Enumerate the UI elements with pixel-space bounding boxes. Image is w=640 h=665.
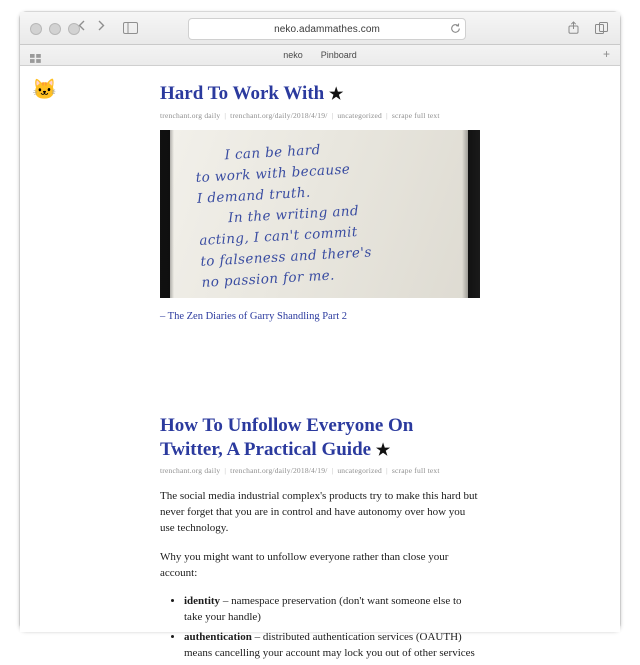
back-chevron-icon[interactable] [78,20,85,31]
list-item-term: identity [184,595,221,608]
browser-toolbar [20,12,620,45]
url-text: neko.adammathes.com [274,23,380,35]
handwriting-line: no passion for me. [201,267,336,291]
meta-source[interactable]: trenchant.org daily [160,466,221,476]
handwriting-line: In the writing and [227,202,360,227]
reload-icon[interactable] [450,21,461,39]
meta-source[interactable]: trenchant.org daily [160,110,221,120]
share-icon[interactable] [568,21,579,39]
meta-separator: | [331,110,334,120]
bookmark-item-neko[interactable]: neko [283,50,303,60]
star-icon[interactable]: ★ [328,86,344,103]
post-meta [160,111,480,120]
toolbar-right-icons [568,21,608,39]
handwriting-text [194,133,452,294]
meta-scrape-action[interactable]: scrape full text [391,110,440,120]
meta-category[interactable]: uncategorized [337,110,383,120]
post-title-link[interactable] [160,82,480,106]
post-paragraph: Why you might want to unfollow everyone rather than close your account: [160,551,449,580]
meta-separator: | [224,466,227,476]
image-shadow-left [160,130,174,298]
post-meta [160,466,480,475]
list-item [184,629,480,661]
site-logo-icon[interactable]: 🐱 [32,79,57,101]
navigation-controls [78,20,105,31]
list-item-text: – distributed authentication services (OAUTH) means cancelling your account may lock you out of other services [184,631,475,660]
meta-separator: | [331,466,334,476]
post-title-text: How To Unfollow Everyone On Twitter, A Practical Guide [160,414,414,460]
meta-scrape-action[interactable]: scrape full text [391,466,440,476]
window-controls[interactable] [30,23,80,35]
post-bullet-list [160,593,480,661]
meta-separator: | [386,110,388,120]
image-shadow-right [462,130,480,298]
sidebar-toggle-icon[interactable] [123,21,138,39]
image-caption-link[interactable]: – The Zen Diaries of Garry Shandling Part 2 [160,310,348,322]
minimize-window-button[interactable] [49,23,61,35]
handwriting-line: to falseness and there's [200,244,373,270]
meta-separator: | [224,110,227,120]
star-icon[interactable]: ★ [375,441,391,459]
handwriting-line: to work with because [195,161,351,186]
new-tab-icon[interactable] [595,21,608,39]
handwriting-line: acting, I can't commit [198,223,359,249]
post-paragraph: The social media industrial complex's products try to make this hard but never forget that you are in control and have autonomy over how you use technology. [160,490,478,535]
list-item-term: authentication [184,631,252,644]
list-item [184,593,480,625]
browser-window [20,12,620,660]
meta-category[interactable]: uncategorized [337,466,383,476]
bookmarks-bar [20,45,620,66]
post-entry [160,82,480,322]
meta-permalink[interactable]: trenchant.org/daily/2018/4/19/ [230,110,328,120]
address-bar[interactable] [188,18,466,40]
page-content [160,74,480,665]
page-viewport [20,66,620,660]
list-item-text: – namespace preservation (don't want someone else to take your handle) [184,595,462,624]
add-bookmark-button[interactable]: + [602,47,610,61]
close-window-button[interactable] [30,23,42,35]
handwriting-line: I can be hard [224,141,322,164]
post-image[interactable] [160,130,480,298]
post-title-text: Hard To Work With [160,83,325,104]
forward-chevron-icon[interactable] [98,20,105,31]
bookmark-item-pinboard[interactable]: Pinboard [320,50,357,60]
meta-separator: | [386,466,388,476]
post-entry [160,414,480,662]
post-title-link[interactable] [160,414,480,462]
meta-permalink[interactable]: trenchant.org/daily/2018/4/19/ [230,466,328,476]
handwriting-line: I demand truth. [196,184,311,207]
